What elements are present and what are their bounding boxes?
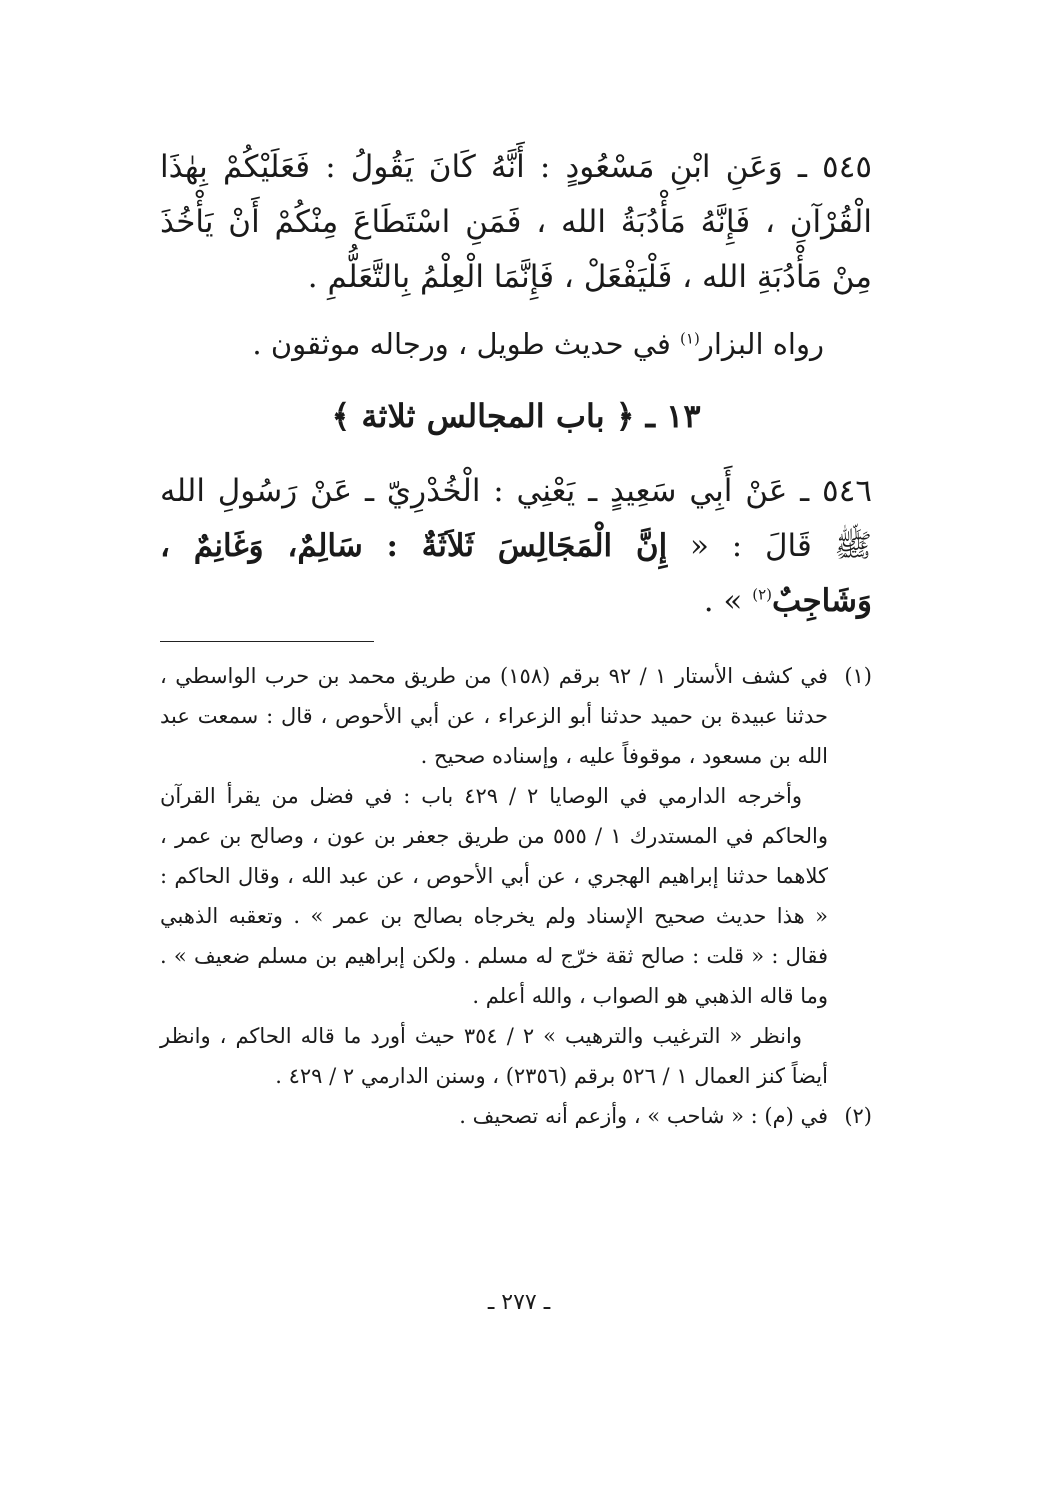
footnote-body bbox=[160, 1096, 828, 1136]
narration-after: في حديث طويل ، ورجاله موثقون . bbox=[252, 327, 681, 361]
footnote-number: (١) bbox=[844, 664, 872, 688]
footnotes bbox=[160, 656, 872, 1136]
footnote-number: (٢) bbox=[844, 1104, 872, 1128]
hadith-546 bbox=[160, 464, 872, 629]
footnote-body bbox=[160, 656, 828, 1096]
footnote-paragraph: وأخرجه الدارمي في الوصايا ٢ / ٤٢٩ باب : في فضل من يقرأ القرآن والحاكم في المستدرك ١ / ٥٥٥ من طريق جعفر بن عون ، وصالح بن عمر ، كلاهما حدثنا إبراهيم الهجري ، عن أبي الأحوص ، عن عبد الله ، وقال الحاكم : « هذا حديث صحيح الإسناد ولم يخرجاه بصالح بن عمر » . وتعقبه الذهبي فقال : « قلت : صالح ثقة خرّج له مسلم . ولكن إبراهيم بن مسلم ضعيف » . وما قاله الذهبي هو الصواب ، والله أعلم . bbox=[160, 784, 828, 1008]
page-number: ـ ٢٧٧ ـ bbox=[487, 1290, 551, 1315]
footnote-2 bbox=[160, 1096, 872, 1136]
footnote-paragraph: وانظر « الترغيب والترهيب » ٢ / ٣٥٤ حيث أورد ما قاله الحاكم ، وانظر أيضاً كنز العمال ١ / ٥٢٦ برقم (٢٣٥٦) ، وسنن الدارمي ٢ / ٤٢٩ . bbox=[160, 1024, 828, 1088]
page-body bbox=[160, 140, 872, 1136]
footnote-paragraph: في (م) : « شاحب » ، وأزعم أنه تصحيف . bbox=[459, 1104, 828, 1128]
hadith-546-closing: » . bbox=[703, 583, 753, 619]
footnote-1 bbox=[160, 656, 872, 1096]
footnote-divider bbox=[160, 641, 374, 642]
hadith-545: ٥٤٥ ـ وَعَنِ ابْنِ مَسْعُودٍ : أَنَّهُ كَانَ يَقُولُ : فَعَلَيْكُمْ بِهٰذَا الْقُرْآنِ ، فَإِنَّهُ مَأْدُبَةُ الله ، فَمَنِ اسْتَطَاعَ مِنْكُمْ أَنْ يَأْخُذَ مِنْ مَأْدُبَةِ الله ، فَلْيَفْعَلْ ، فَإِنَّمَا الْعِلْمُ بِالتَّعَلُّمِ . bbox=[160, 149, 872, 295]
narration-before: رواه البزار bbox=[699, 327, 824, 361]
hadith-546-intro: ٥٤٦ ـ عَنْ أَبِي سَعِيدٍ ـ يَعْنِي : الْخُدْرِيّ ـ عَنْ رَسُولِ الله ﷺ قَالَ : « bbox=[160, 473, 873, 564]
hadith-546-quote: إِنَّ الْمَجَالِسَ ثَلاَثَةٌ : سَالِمٌ، وَغَانِمٌ ، وَشَاجِبٌ bbox=[160, 528, 872, 619]
chapter-heading: ١٣ ـ ﴿ باب المجالس ثلاثة ﴾ bbox=[331, 397, 701, 435]
footnote-paragraph: في كشف الأستار ١ / ٩٢ برقم (١٥٨) من طريق محمد بن حرب الواسطي ، حدثنا عبيدة بن حميد حدثنا أبو الزعراء ، عن أبي الأحوص ، قال : سمعت عبد الله بن مسعود ، موقوفاً عليه ، وإسناده صحيح . bbox=[160, 664, 828, 768]
footnote-ref-1: (١) bbox=[680, 329, 700, 348]
footnote-ref-2: (٢) bbox=[752, 585, 772, 604]
narration-545 bbox=[160, 317, 872, 372]
main-text bbox=[160, 140, 872, 629]
